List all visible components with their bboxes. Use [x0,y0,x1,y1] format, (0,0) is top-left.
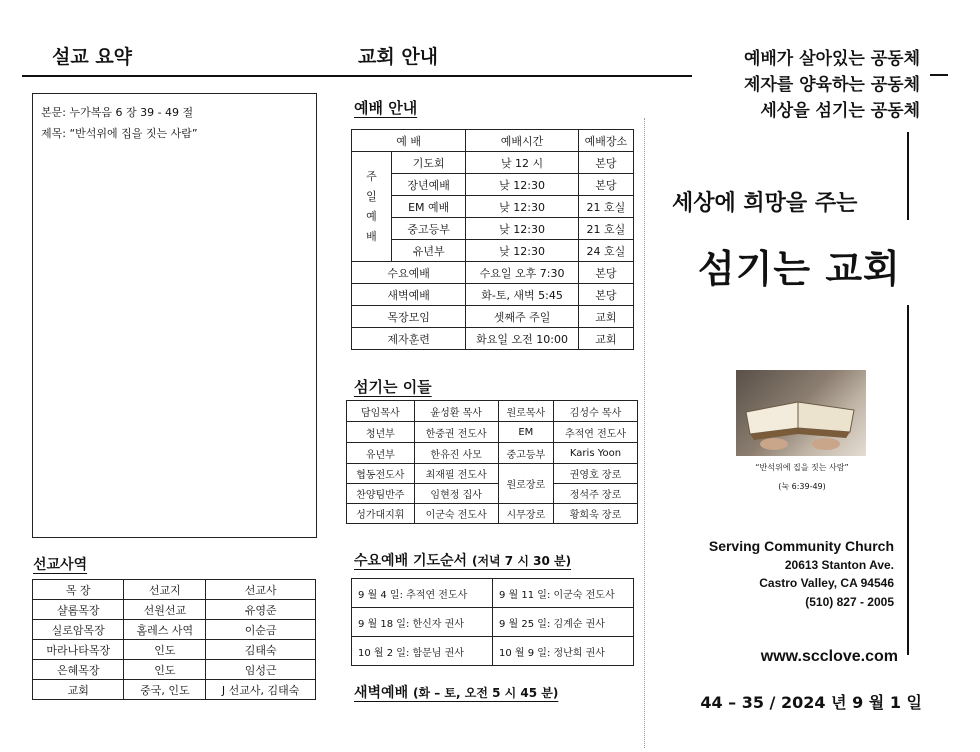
vertical-rule-top [907,132,909,220]
table-row [347,422,638,443]
servant-cell: 한중권 전도사 [414,422,498,443]
slogan-block [660,46,920,124]
wednesday-title: 수요예배 기도순서 [354,553,468,569]
servant-cell: 김성수 목사 [554,401,638,422]
table-row [352,262,634,284]
prayer-schedule-cell: 9 월 25 일: 김계순 권사 [493,608,634,637]
mission-cell: 중국, 인도 [124,680,206,700]
wednesday-table [351,578,634,666]
table-row [347,504,638,524]
worship-cell: 화-토, 새벽 5:45 [466,284,578,306]
mission-cell: 유영준 [206,600,316,620]
table-row [352,328,634,350]
photo-caption: “반석위에 집을 짓는 사람” [755,463,849,472]
worship-cell: 본당 [578,152,633,174]
table-row [352,196,634,218]
mission-cell: 실로암목장 [33,620,124,640]
table-row [347,443,638,464]
worship-cell: 낮 12:30 [466,196,578,218]
sunday-worship-label [352,152,392,262]
slogan-line: 제자를 양육하는 공동체 [743,75,920,95]
table-row [352,608,634,637]
vertical-rule-bottom [907,305,909,655]
issue-date: 44 – 35 / 2024 년 9 월 1 일 [700,693,922,712]
worship-cell: 목장모임 [352,306,466,328]
table-row [352,240,634,262]
prayer-schedule-cell: 9 월 18 일: 한신자 권사 [352,608,493,637]
worship-cell: 유년부 [392,240,466,262]
worship-header-row [352,130,634,152]
dawn-title: 새벽예배 [354,685,409,701]
servant-cell: 시무장로 [498,504,553,524]
phone-number: (510) 827 - 2005 [805,595,894,609]
table-row [33,600,316,620]
worship-cell: 제자훈련 [352,328,466,350]
servant-cell: 권영호 장로 [554,464,638,484]
mission-cell: 은혜목장 [33,660,124,680]
mission-cell: 선원선교 [124,600,206,620]
servant-cell: Karis Yoon [554,443,638,464]
worship-column-header: 예배시간 [466,130,578,152]
worship-cell: 본당 [578,284,633,306]
mission-cell: 이순금 [206,620,316,640]
mission-column-header: 목 장 [33,580,124,600]
worship-cell: 본당 [578,174,633,196]
church-name: 섬기는 교회 [698,247,901,291]
church-english-name: Serving Community Church [708,538,894,554]
slogan-dash [930,74,948,76]
servant-cell: 원로목사 [498,401,553,422]
worship-cell: EM 예배 [392,196,466,218]
worship-cell: 교회 [578,328,633,350]
sermon-scripture: 본문: 누가복음 6 장 39 - 49 절 [41,106,194,119]
mission-cell: 샬롬목장 [33,600,124,620]
table-row [33,640,316,660]
mission-cell: 인도 [124,640,206,660]
worship-cell: 새벽예배 [352,284,466,306]
wednesday-time: (저녁 7 시 30 분) [471,554,572,568]
servant-cell: 협동전도사 [347,464,415,484]
worship-cell: 낮 12 시 [466,152,578,174]
table-row [347,464,638,484]
mission-cell: 김태숙 [206,640,316,660]
servant-cell: 중고등부 [498,443,553,464]
table-row [352,306,634,328]
photo-caption-ref: (눅 6:39-49) [778,482,826,491]
table-row [347,401,638,422]
table-row [352,152,634,174]
prayer-schedule-cell: 10 월 9 일: 정난희 권사 [493,637,634,666]
table-row [352,174,634,196]
church-info-header: 교회 안내 [358,46,439,68]
servants-table [346,400,638,524]
prayer-schedule-cell: 10 월 2 일: 함문님 권사 [352,637,493,666]
worship-cell: 장년예배 [392,174,466,196]
sunday-label-char: 일 [366,189,377,203]
mission-cell: 인도 [124,660,206,680]
slogan-line: 예배가 살아있는 공동체 [743,49,920,69]
sunday-label-char: 예 [366,209,377,223]
sermon-summary-header: 설교 요약 [52,46,133,68]
prayer-schedule-cell: 9 월 11 일: 이군숙 전도사 [493,579,634,608]
mission-header-row [33,580,316,600]
servant-cell: 정석주 장로 [554,484,638,504]
table-row [33,680,316,700]
worship-cell: 화요일 오전 10:00 [466,328,578,350]
prayer-schedule-cell: 9 월 4 일: 추적연 전도사 [352,579,493,608]
dawn-time: (화 – 토, 오전 5 시 45 분) [412,686,559,700]
worship-cell: 교회 [578,306,633,328]
worship-cell: 21 호실 [578,218,633,240]
website-link[interactable]: www.scclove.com [760,648,898,665]
open-book-icon [736,370,866,456]
servant-cell: 이군숙 전도사 [414,504,498,524]
worship-column-header: 예 배 [352,130,466,152]
worship-cell: 낮 12:30 [466,174,578,196]
worship-table [351,129,634,350]
address-city: Castro Valley, CA 94546 [759,576,894,590]
header-rule [22,75,692,77]
worship-cell: 본당 [578,262,633,284]
tagline: 세상에 희망을 주는 [672,191,858,216]
servant-cell: 성가대지휘 [347,504,415,524]
table-row [352,579,634,608]
sunday-label-char: 배 [366,229,377,243]
address-street: 20613 Stanton Ave. [784,558,894,572]
servants-title: 섬기는 이들 [354,378,432,396]
mission-cell: 마라나타목장 [33,640,124,660]
sermon-notes-box [32,93,317,538]
mission-cell: 교회 [33,680,124,700]
worship-cell: 24 호실 [578,240,633,262]
servant-cell: 유년부 [347,443,415,464]
table-row [352,284,634,306]
elder-label: 원로장로 [498,464,553,504]
servant-cell: 청년부 [347,422,415,443]
worship-cell: 셋째주 주일 [466,306,578,328]
worship-cell: 21 호실 [578,196,633,218]
mission-column-header: 선교지 [124,580,206,600]
worship-column-header: 예배장소 [578,130,633,152]
mission-cell: 홈레스 사역 [124,620,206,640]
wednesday-prayer-heading [354,550,571,570]
sermon-title: 제목: “반석위에 집을 짓는 사람” [41,127,198,140]
servant-cell: 추적연 전도사 [554,422,638,443]
servant-cell: 윤성환 목사 [414,401,498,422]
mission-cell: J 선교사, 김태숙 [206,680,316,700]
servant-cell: 찬양팀반주 [347,484,415,504]
worship-cell: 낮 12:30 [466,218,578,240]
worship-cell: 낮 12:30 [466,240,578,262]
servant-cell: 임현정 집사 [414,484,498,504]
servant-cell: EM [498,422,553,443]
servant-cell: 담임목사 [347,401,415,422]
table-row [347,484,638,504]
table-row [33,620,316,640]
worship-cell: 수요일 오후 7:30 [466,262,578,284]
mission-table [32,579,316,700]
worship-cell: 중고등부 [392,218,466,240]
mission-column-header: 선교사 [206,580,316,600]
servant-cell: 한유진 사모 [414,443,498,464]
dawn-heading [354,682,558,702]
servant-cell: 최재필 전도사 [414,464,498,484]
worship-cell: 기도회 [392,152,466,174]
mission-cell: 임성근 [206,660,316,680]
slogan-line: 세상을 섬기는 공동체 [760,101,920,121]
mission-title: 선교사역 [33,557,88,573]
worship-cell: 수요예배 [352,262,466,284]
sunday-label-char: 주 [366,169,377,183]
table-row [33,660,316,680]
worship-title: 예배 안내 [354,99,418,117]
table-row [352,218,634,240]
bible-photo [736,370,866,456]
table-row [352,637,634,666]
servant-cell: 황희욱 장로 [554,504,638,524]
